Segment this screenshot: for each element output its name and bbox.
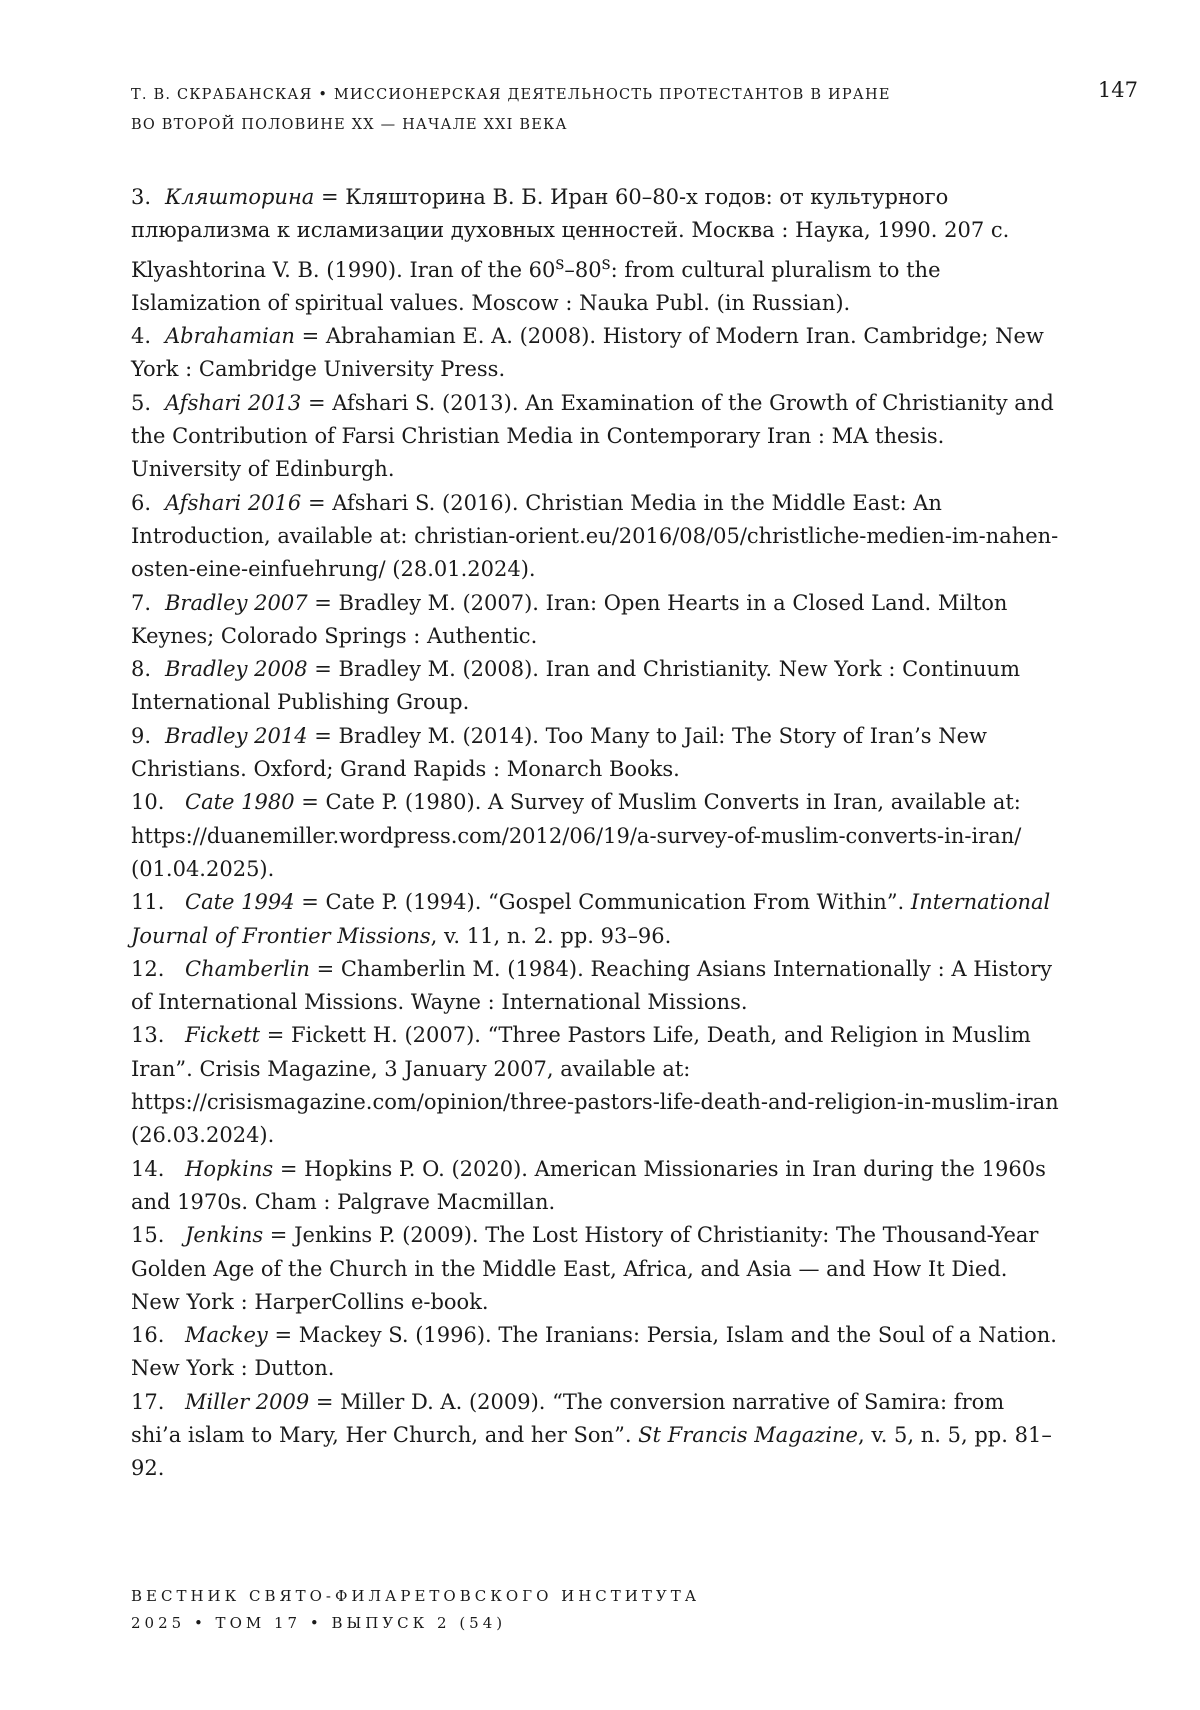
reference-number: 3. — [131, 185, 152, 209]
running-head-line-1: Т. В. СКРАБАНСКАЯ • МИССИОНЕРСКАЯ ДЕЯТЕЛЬНОСТЬ ПРОТЕСТАНТОВ В ИРАНЕ — [131, 87, 891, 103]
reference-text: = Кляшторина В. Б. Иран 60–80-х годов: от культурного плюрализма к исламизации духовных ценностей. Москва : Наука, 1990. 207 с. — [131, 185, 1010, 243]
reference-item — [131, 1386, 1061, 1486]
reference-item — [131, 387, 1061, 487]
translation-superscript: s — [601, 253, 611, 274]
reference-text: = Mackey S. (1996). The Iranians: Persia, Islam and the Soul of a Nation. New York : Dutton. — [131, 1323, 1057, 1381]
reference-key: Bradley 2008 — [165, 657, 308, 682]
reference-key: Hopkins — [185, 1156, 274, 1181]
journal-title: International Journal of Frontier Missions — [131, 890, 1051, 948]
reference-text: = Bradley M. (2008). Iran and Christianity. New York : Continuum International Publishing Group. — [131, 657, 1020, 715]
reference-key: Abrahamian — [165, 324, 295, 349]
reference-number: 8. — [131, 657, 152, 682]
reference-item — [131, 1019, 1061, 1152]
reference-number: 12. — [131, 956, 165, 981]
footer-issue-info: 2025 • ТОМ 17 • ВЫПУСК 2 (54) — [131, 1614, 507, 1632]
reference-item — [131, 320, 1061, 387]
reference-translation — [131, 248, 1061, 321]
reference-key: Кляшторина — [165, 185, 315, 209]
reference-number: 13. — [131, 1023, 165, 1048]
translation-superscript: s — [555, 253, 565, 274]
reference-text: = Jenkins P. (2009). The Lost History of Christianity: The Thousand-Year Golden Age of the Church in the Middle East, Africa, and Asia — and How It Died. New York : HarperCollins e-book. — [131, 1223, 1039, 1314]
reference-text: = Cate P. (1994). “Gospel Communication From Within”. — [294, 890, 911, 915]
reference-item — [131, 1153, 1061, 1220]
reference-number: 14. — [131, 1156, 165, 1181]
reference-number: 4. — [131, 324, 152, 349]
reference-text: = Cate P. (1980). A Survey of Muslim Converts in Iran, available at: https://duanemiller.wordpress.com/2012/06/19/a-survey-of-muslim-converts-in-iran/ (01.04.2025). — [131, 790, 1022, 881]
reference-tail: , v. 11, n. 2. pp. 93–96. — [430, 923, 672, 948]
reference-number: 7. — [131, 590, 152, 615]
reference-tail: , v. 5, n. 5, pp. 81–92. — [131, 1422, 1052, 1481]
reference-text: = Hopkins P. O. (2020). American Missionaries in Iran during the 1960s and 1970s. Cham : Palgrave Macmillan. — [131, 1156, 1046, 1214]
translation-text: –80 — [564, 257, 602, 282]
page-number: 147 — [1097, 78, 1138, 102]
reference-key: Afshari 2013 — [165, 390, 302, 415]
reference-key: Cate 1980 — [185, 790, 295, 815]
reference-text: = Afshari S. (2013). An Examination of the Growth of Christianity and the Contribution of Farsi Christian Media in Contemporary Iran : MA thesis. University of Edinburgh. — [131, 390, 1054, 482]
journal-title: St Francis Magazine — [638, 1422, 858, 1447]
reference-number: 10. — [131, 790, 165, 815]
reference-number: 9. — [131, 723, 152, 748]
reference-text: = Fickett H. (2007). “Three Pastors Life, Death, and Religion in Muslim Iran”. Crisis Magazine, 3 January 2007, available at: https://crisismagazine.com/opinion/three-pastors-life-death-and-religion-in-muslim-iran (26.03.2024). — [131, 1023, 1059, 1148]
reference-number: 17. — [131, 1389, 165, 1414]
reference-text: = Abrahamian E. A. (2008). History of Modern Iran. Cambridge; New York : Cambridge University Press. — [131, 324, 1044, 382]
reference-item — [131, 953, 1061, 1020]
reference-key: Miller 2009 — [185, 1389, 310, 1414]
reference-key: Bradley 2014 — [165, 723, 308, 748]
reference-key: Jenkins — [185, 1223, 264, 1248]
reference-text: = Miller D. A. (2009). “The conversion narrative of Samira: from shi’a islam to Mary, Her Church, and her Son”. — [131, 1389, 1005, 1447]
reference-item — [131, 587, 1061, 654]
reference-key: Chamberlin — [185, 956, 310, 981]
reference-number: 16. — [131, 1323, 165, 1348]
translation-text: : from cultural pluralism to the Islamization of spiritual values. Moscow : Nauka Publ. (in Russian). — [131, 257, 941, 315]
reference-item — [131, 1319, 1061, 1386]
reference-item — [131, 1219, 1061, 1319]
reference-key: Fickett — [185, 1023, 261, 1048]
reference-key: Cate 1994 — [185, 890, 295, 915]
reference-number: 5. — [131, 390, 152, 415]
reference-item — [131, 886, 1061, 953]
reference-key: Bradley 2007 — [165, 590, 308, 615]
reference-key: Afshari 2016 — [165, 490, 302, 515]
reference-item — [131, 653, 1061, 720]
reference-text: = Bradley M. (2007). Iran: Open Hearts in a Closed Land. Milton Keynes; Colorado Springs : Authentic. — [131, 590, 1008, 648]
reference-item — [131, 720, 1061, 787]
reference-text: = Bradley M. (2014). Too Many to Jail: The Story of Iran’s New Christians. Oxford; Grand Rapids : Monarch Books. — [131, 723, 988, 782]
journal-footer — [131, 1583, 831, 1637]
reference-key: Mackey — [185, 1323, 268, 1348]
reference-item — [131, 487, 1061, 587]
translation-text: Klyashtorina V. B. (1990). Iran of the 60 — [131, 257, 556, 282]
reference-item — [131, 786, 1061, 886]
reference-text: = Chamberlin M. (1984). Reaching Asians Internationally : A History of International Missions. Wayne : International Missions. — [131, 956, 1052, 1015]
reference-item — [131, 181, 1061, 248]
reference-list — [131, 181, 1061, 1486]
reference-number: 11. — [131, 890, 165, 915]
reference-number: 6. — [131, 490, 152, 515]
running-head-line-2: ВО ВТОРОЙ ПОЛОВИНЕ XX — НАЧАЛЕ XXI ВЕКА — [131, 117, 568, 133]
reference-number: 15. — [131, 1223, 165, 1248]
running-head — [131, 80, 951, 140]
reference-text: = Afshari S. (2016). Christian Media in the Middle East: An Introduction, available at: christian-orient.eu/2016/08/05/christliche-medien-im-nahen-osten-eine-einfuehrung/ (28.01.2024). — [131, 490, 1059, 582]
footer-journal-name: ВЕСТНИК СВЯТО-ФИЛАРЕТОВСКОГО ИНСТИТУТА — [131, 1587, 701, 1605]
